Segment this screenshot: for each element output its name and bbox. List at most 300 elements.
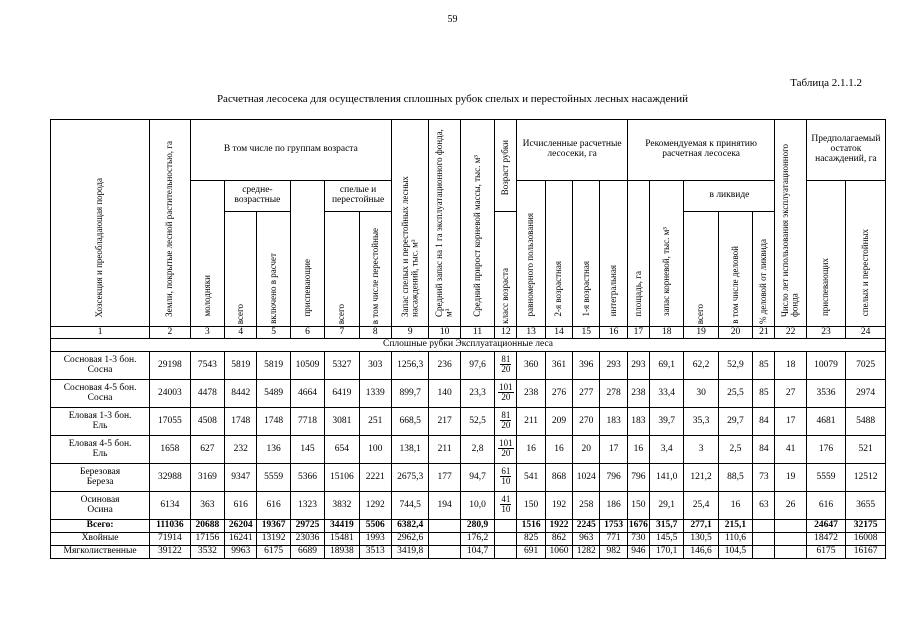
column-number: 5 (257, 327, 290, 339)
row-name (51, 380, 150, 408)
header-c13: равномерного пользования (517, 181, 545, 327)
table-cell: 16008 (846, 533, 886, 546)
row-name (51, 464, 150, 492)
table-cell: 17 (600, 436, 627, 464)
row-name (51, 492, 150, 520)
column-number: 9 (392, 327, 429, 339)
table-cell (753, 546, 775, 559)
table-cell: 6382,4 (392, 520, 429, 533)
header-c11: Средний прирост корневой массы, тыс. м³ (460, 120, 494, 327)
row-name: Мягколиственные (51, 546, 150, 559)
table-cell: 100 (359, 436, 391, 464)
table-cell: 3169 (190, 464, 224, 492)
table-row (51, 436, 886, 464)
table-cell: 29198 (150, 352, 190, 380)
table-cell: 796 (600, 464, 627, 492)
header-c24: спелых и перестойных (846, 181, 886, 327)
column-number: 11 (460, 327, 494, 339)
table-cell: 16167 (846, 546, 886, 559)
table-cell: 616 (806, 492, 845, 520)
table-cell: 10509 (290, 352, 324, 380)
table-cell: 5559 (806, 464, 845, 492)
table-cell: 88,5 (718, 464, 752, 492)
table-cell: 192 (545, 492, 572, 520)
header-rest-group: Предполагаемый остаток насаждений, га (806, 120, 885, 181)
age-class-denominator: 10 (501, 504, 511, 515)
table-cell (775, 533, 806, 546)
table-cell: 39122 (150, 546, 190, 559)
table-cell (429, 520, 460, 533)
table-cell: 183 (600, 408, 627, 436)
header-c20: в том числе деловой (718, 212, 752, 327)
table-cell: 3,4 (650, 436, 684, 464)
table-cell: 84 (753, 408, 775, 436)
total-row (51, 520, 886, 533)
table-cell: 63 (753, 492, 775, 520)
table-cell: 1753 (600, 520, 627, 533)
table-cell: 946 (627, 546, 649, 559)
table-cell: 3832 (325, 492, 359, 520)
table-cell: 85 (753, 352, 775, 380)
table-cell: 16 (517, 436, 545, 464)
row-species-name: Сосна (87, 364, 113, 375)
table-cell: 23036 (290, 533, 324, 546)
table-cell: 17055 (150, 408, 190, 436)
table-cell: 2,5 (718, 436, 752, 464)
table-cell: 744,5 (392, 492, 429, 520)
table-cell: 4664 (290, 380, 324, 408)
table-cell: 3655 (846, 492, 886, 520)
column-number: 13 (517, 327, 545, 339)
table-cell (495, 546, 517, 559)
age-class-cell (495, 436, 517, 464)
table-cell: 52,5 (460, 408, 494, 436)
table-cell: 616 (225, 492, 257, 520)
column-number: 10 (429, 327, 460, 339)
table-cell: 277 (573, 380, 600, 408)
table-cell: 361 (545, 352, 572, 380)
table-cell: 29725 (290, 520, 324, 533)
table-cell: 16 (627, 436, 649, 464)
table-cell: 24003 (150, 380, 190, 408)
age-class-denominator: 20 (501, 392, 511, 403)
age-class-cell (495, 408, 517, 436)
table-cell: 3081 (325, 408, 359, 436)
table-cell: 30 (684, 380, 718, 408)
table-cell: 9347 (225, 464, 257, 492)
table-cell: 2974 (846, 380, 886, 408)
table-number: Таблица 2.1.1.2 (790, 77, 862, 89)
table-cell: 627 (190, 436, 224, 464)
header-c17: площадь, га (627, 181, 649, 327)
table-cell (753, 533, 775, 546)
age-class-cell (495, 352, 517, 380)
lesoseka-table (50, 119, 886, 559)
table-cell (495, 520, 517, 533)
table-cell: 20 (573, 436, 600, 464)
table-cell: 104,7 (460, 546, 494, 559)
column-number: 4 (225, 327, 257, 339)
table-cell: 7543 (190, 352, 224, 380)
row-name (51, 436, 150, 464)
row-section-name: Березовая (80, 466, 121, 477)
table-cell: 41 (775, 436, 806, 464)
table-cell: 1922 (545, 520, 572, 533)
header-c2: Земли, покрытые лесной растительностью, га (150, 120, 190, 327)
table-cell: 2,8 (460, 436, 494, 464)
row-section-name: Осиновая (80, 494, 120, 505)
table-cell: 238 (517, 380, 545, 408)
table-cell: 5327 (325, 352, 359, 380)
column-number: 7 (325, 327, 359, 339)
table-cell: 94,7 (460, 464, 494, 492)
table-cell: 176,2 (460, 533, 494, 546)
table-cell: 363 (190, 492, 224, 520)
header-c3: молодняки (190, 181, 224, 327)
header-c16: интегральная (600, 181, 627, 327)
table-cell: 293 (627, 352, 649, 380)
table-cell (429, 546, 460, 559)
table-cell: 5819 (257, 352, 290, 380)
age-class-numerator: 101 (499, 438, 513, 449)
table-cell: 7718 (290, 408, 324, 436)
table-cell: 1292 (359, 492, 391, 520)
header-c12: класс возраста (495, 212, 517, 327)
age-class-cell (495, 464, 517, 492)
table-cell: 796 (627, 464, 649, 492)
column-number: 12 (495, 327, 517, 339)
column-number: 23 (806, 327, 845, 339)
table-cell: 238 (627, 380, 649, 408)
column-number: 20 (718, 327, 752, 339)
table-cell: 1339 (359, 380, 391, 408)
table-cell: 2675,3 (392, 464, 429, 492)
table-cell: 32988 (150, 464, 190, 492)
table-cell: 19 (775, 464, 806, 492)
table-cell: 258 (573, 492, 600, 520)
table-cell: 146,6 (684, 546, 718, 559)
table-cell: 186 (600, 492, 627, 520)
table-cell: 276 (545, 380, 572, 408)
column-number: 15 (573, 327, 600, 339)
table-cell: 668,5 (392, 408, 429, 436)
row-species-name: Сосна (87, 392, 113, 403)
column-number: 19 (684, 327, 718, 339)
table-cell: 10079 (806, 352, 845, 380)
table-cell: 5366 (290, 464, 324, 492)
table-cell: 691 (517, 546, 545, 559)
table-cell: 211 (429, 436, 460, 464)
header-age-groups: В том числе по группам возраста (190, 120, 391, 181)
table-cell: 1993 (359, 533, 391, 546)
table-cell: 150 (627, 492, 649, 520)
column-number: 17 (627, 327, 649, 339)
column-number: 3 (190, 327, 224, 339)
age-class-numerator: 41 (501, 494, 511, 505)
table-cell: 104,5 (718, 546, 752, 559)
table-cell: 136 (257, 436, 290, 464)
header-cut-age: Возраст рубки (495, 120, 517, 212)
row-species-name: Ель (92, 420, 108, 431)
table-cell: 541 (517, 464, 545, 492)
header-c7: всего (325, 212, 359, 327)
table-cell: 215,1 (718, 520, 752, 533)
header-c1: Хозсекция и преобладающая порода (51, 120, 150, 327)
row-name: Хвойные (51, 533, 150, 546)
header-c10: Средний запас на 1 га эксплуатационного фонда, м³ (429, 120, 460, 327)
header-c18: запас корневой, тыс. м³ (650, 181, 684, 327)
table-cell: 270 (573, 408, 600, 436)
header-c19: всего (684, 212, 718, 327)
table-cell: 71914 (150, 533, 190, 546)
table-cell: 5506 (359, 520, 391, 533)
table-cell: 73 (753, 464, 775, 492)
table-cell: 1748 (225, 408, 257, 436)
column-number: 2 (150, 327, 190, 339)
table-cell: 1282 (573, 546, 600, 559)
table-cell (775, 546, 806, 559)
section-label: Сплошные рубки Эксплуатационные леса (51, 339, 886, 352)
table-cell: 1323 (290, 492, 324, 520)
table-cell (775, 520, 806, 533)
header-c9: Запас спелых и перестойных лесных насаждений, тыс. м³ (392, 120, 429, 327)
table-cell: 315,7 (650, 520, 684, 533)
table-cell: 16241 (225, 533, 257, 546)
header-c4: всего (225, 212, 257, 327)
row-name (51, 408, 150, 436)
row-species-name: Осина (87, 504, 113, 515)
table-cell: 29,7 (718, 408, 752, 436)
table-cell: 17156 (190, 533, 224, 546)
header-c22: Число лет использования эксплуатационного фонда (775, 120, 806, 327)
table-cell: 24647 (806, 520, 845, 533)
age-class-fraction (500, 495, 511, 514)
column-number: 18 (650, 327, 684, 339)
table-row (51, 408, 886, 436)
table-cell: 616 (257, 492, 290, 520)
table-cell: 3419,8 (392, 546, 429, 559)
header-c8: в том числе перестойные (359, 212, 391, 327)
table-cell: 868 (545, 464, 572, 492)
column-numbers-row (51, 327, 886, 339)
age-class-fraction (500, 411, 511, 430)
column-number: 8 (359, 327, 391, 339)
table-cell: 62,2 (684, 352, 718, 380)
table-cell: 2221 (359, 464, 391, 492)
row-section-name: Еловая 1-3 бон. (68, 410, 132, 421)
table-cell: 654 (325, 436, 359, 464)
table-cell: 8442 (225, 380, 257, 408)
table-cell: 110,6 (718, 533, 752, 546)
table-cell: 6175 (257, 546, 290, 559)
table-cell: 293 (600, 352, 627, 380)
table-cell: 1676 (627, 520, 649, 533)
table-cell: 6175 (806, 546, 845, 559)
table-cell: 278 (600, 380, 627, 408)
header-mid-group: средне-возрастные (225, 181, 291, 212)
age-class-cell (495, 380, 517, 408)
table-cell: 209 (545, 408, 572, 436)
table-cell: 97,6 (460, 352, 494, 380)
table-cell: 52,9 (718, 352, 752, 380)
table-cell: 211 (517, 408, 545, 436)
table-cell: 10,0 (460, 492, 494, 520)
table-cell: 3532 (190, 546, 224, 559)
table-cell: 33,4 (650, 380, 684, 408)
table-cell: 32175 (846, 520, 886, 533)
table-cell: 177 (429, 464, 460, 492)
age-class-denominator: 20 (501, 448, 511, 459)
table-cell (495, 533, 517, 546)
table-cell: 6419 (325, 380, 359, 408)
table-cell: 29,1 (650, 492, 684, 520)
table-cell: 236 (429, 352, 460, 380)
table-cell: 3 (684, 436, 718, 464)
subtotal-row (51, 533, 886, 546)
column-number: 22 (775, 327, 806, 339)
table-cell: 2962,6 (392, 533, 429, 546)
table-title: Расчетная лесосека для осуществления сплошных рубок спелых и перестойных лесных насаждений (216, 93, 689, 105)
row-section-name: Сосновая 1-3 бон. (63, 354, 137, 365)
header-c23: приспевающих (806, 181, 845, 327)
table-cell: 4508 (190, 408, 224, 436)
table-cell: 18472 (806, 533, 845, 546)
age-class-numerator: 81 (501, 410, 511, 421)
table-cell: 84 (753, 436, 775, 464)
age-class-denominator: 20 (501, 420, 511, 431)
header-c5: включено в расчет (257, 212, 290, 327)
column-number: 16 (600, 327, 627, 339)
table-cell: 5819 (225, 352, 257, 380)
table-cell: 170,1 (650, 546, 684, 559)
table-cell: 16 (718, 492, 752, 520)
table-cell: 825 (517, 533, 545, 546)
header-c6: приспевающие (290, 181, 324, 327)
header-rec-group: Рекомендуемая к принятию расчетная лесосека (627, 120, 775, 181)
column-number: 6 (290, 327, 324, 339)
table-cell (429, 533, 460, 546)
table-cell: 6689 (290, 546, 324, 559)
table-cell: 27 (775, 380, 806, 408)
row-name (51, 352, 150, 380)
table-cell: 360 (517, 352, 545, 380)
table-row (51, 352, 886, 380)
table-cell: 194 (429, 492, 460, 520)
table-cell: 150 (517, 492, 545, 520)
table-cell: 5489 (257, 380, 290, 408)
table-row (51, 380, 886, 408)
table-cell: 145,5 (650, 533, 684, 546)
row-species-name: Береза (86, 476, 114, 487)
header-c21: % деловой от ликвида (753, 212, 775, 327)
age-class-numerator: 81 (501, 354, 511, 365)
column-number: 24 (846, 327, 886, 339)
table-cell: 141,0 (650, 464, 684, 492)
table-cell: 303 (359, 352, 391, 380)
table-cell: 862 (545, 533, 572, 546)
table-cell: 521 (846, 436, 886, 464)
table-cell: 3536 (806, 380, 845, 408)
table-cell: 23,3 (460, 380, 494, 408)
table-cell: 982 (600, 546, 627, 559)
table-row (51, 464, 886, 492)
table-cell: 176 (806, 436, 845, 464)
table-cell: 121,2 (684, 464, 718, 492)
table-cell: 1516 (517, 520, 545, 533)
column-number: 14 (545, 327, 572, 339)
header-ripe-group: спелые и перестойные (325, 181, 392, 212)
table-cell: 730 (627, 533, 649, 546)
column-number: 21 (753, 327, 775, 339)
table-cell: 6134 (150, 492, 190, 520)
table-cell: 35,3 (684, 408, 718, 436)
table-cell: 5559 (257, 464, 290, 492)
age-class-fraction (498, 383, 514, 402)
table-cell: 1748 (257, 408, 290, 436)
table-cell: 12512 (846, 464, 886, 492)
row-name: Всего: (51, 520, 150, 533)
table-cell: 18938 (325, 546, 359, 559)
age-class-denominator: 10 (501, 476, 511, 487)
table-cell: 4681 (806, 408, 845, 436)
row-species-name: Ель (92, 448, 108, 459)
age-class-cell (495, 492, 517, 520)
header-c14: 2-я возрастная (545, 181, 572, 327)
age-class-fraction (500, 355, 511, 374)
header-c15: 1-я возрастная (573, 181, 600, 327)
row-section-name: Еловая 4-5 бон. (68, 438, 132, 449)
table-cell: 39,7 (650, 408, 684, 436)
table-cell: 1256,3 (392, 352, 429, 380)
table-cell: 25,4 (684, 492, 718, 520)
column-number: 1 (51, 327, 150, 339)
table-cell: 3513 (359, 546, 391, 559)
table-cell: 145 (290, 436, 324, 464)
table-cell: 9963 (225, 546, 257, 559)
table-cell: 26204 (225, 520, 257, 533)
section-row (51, 339, 886, 352)
row-section-name: Сосновая 4-5 бон. (63, 382, 137, 393)
table-cell: 2245 (573, 520, 600, 533)
table-cell: 280,9 (460, 520, 494, 533)
table-cell: 396 (573, 352, 600, 380)
age-class-numerator: 101 (499, 382, 513, 393)
table-cell: 251 (359, 408, 391, 436)
table-cell: 18 (775, 352, 806, 380)
table-cell: 19367 (257, 520, 290, 533)
table-cell: 13192 (257, 533, 290, 546)
table-cell: 26 (775, 492, 806, 520)
table-cell: 232 (225, 436, 257, 464)
table-cell: 1658 (150, 436, 190, 464)
table-cell: 111036 (150, 520, 190, 533)
age-class-fraction (500, 467, 511, 486)
page-number: 59 (447, 14, 458, 25)
age-class-fraction (498, 439, 514, 458)
header-calc-group: Исчисленные расчетные лесосеки, га (517, 120, 627, 181)
table-cell: 15481 (325, 533, 359, 546)
table-cell: 25,5 (718, 380, 752, 408)
table-cell: 963 (573, 533, 600, 546)
table-cell: 20688 (190, 520, 224, 533)
table-cell: 1060 (545, 546, 572, 559)
table-cell: 217 (429, 408, 460, 436)
table-cell: 5488 (846, 408, 886, 436)
age-class-denominator: 20 (501, 364, 511, 375)
table-cell: 85 (753, 380, 775, 408)
table-cell: 16 (545, 436, 572, 464)
subtotal-row (51, 546, 886, 559)
